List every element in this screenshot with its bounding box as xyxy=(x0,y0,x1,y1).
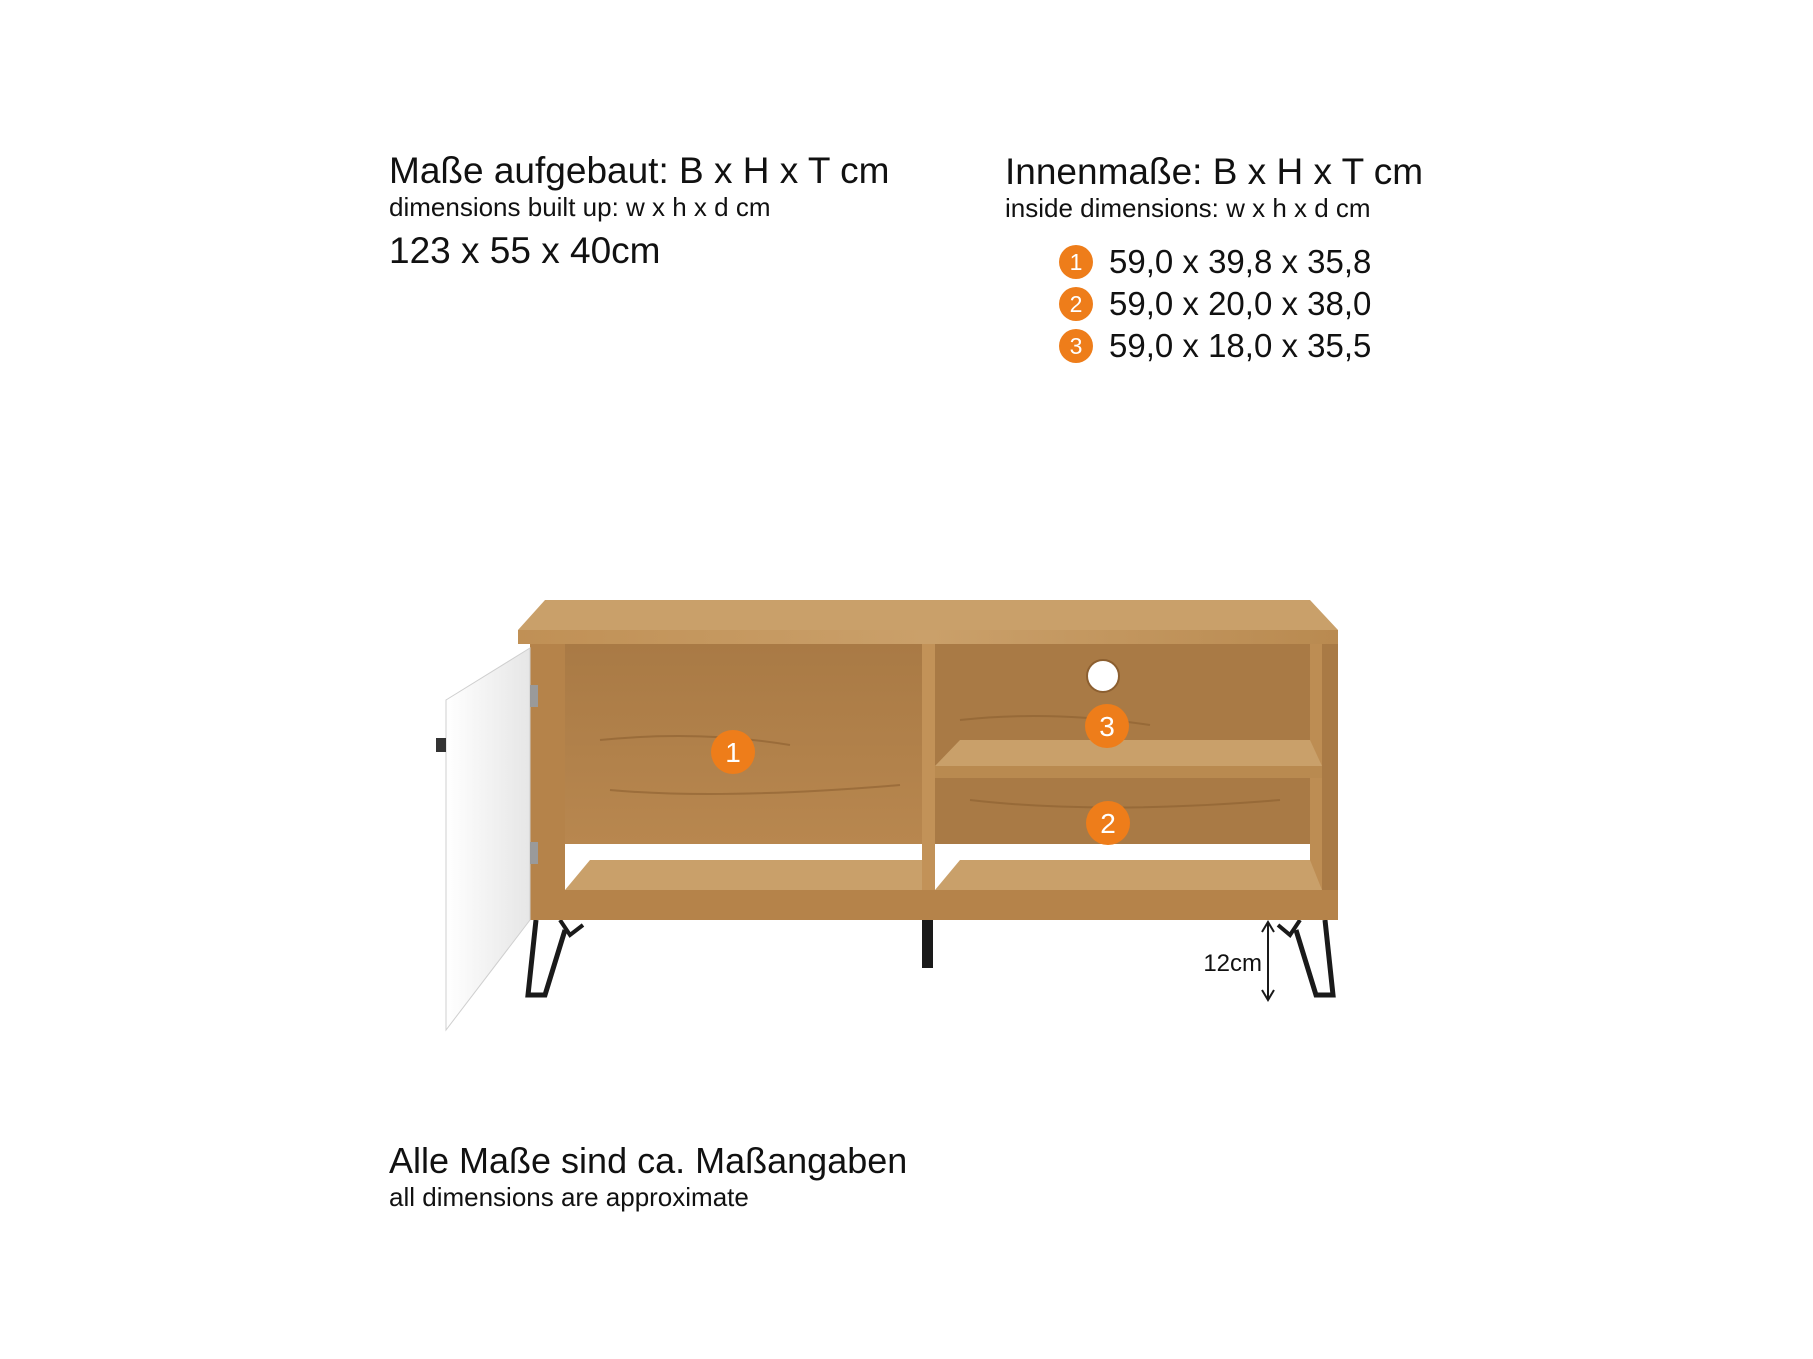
marker-2-label: 2 xyxy=(1100,808,1116,839)
assembled-subtitle: dimensions built up: w x h x d cm xyxy=(389,192,771,222)
inside-title: Innenmaße: B x H x T cm xyxy=(1005,151,1424,192)
cable-hole xyxy=(1087,660,1119,692)
compartment-number-badge: 1 xyxy=(1059,245,1093,279)
hinge-top xyxy=(530,685,538,707)
compartment-number-badge: 2 xyxy=(1059,287,1093,321)
middle-divider xyxy=(922,644,935,920)
leg-center xyxy=(922,920,933,968)
assembled-title: Maße aufgebaut: B x H x T cm xyxy=(389,150,890,191)
assembled-value: 123 x 55 x 40cm xyxy=(389,230,661,271)
approximate-note xyxy=(389,1140,907,1212)
leg-front-right xyxy=(1296,920,1333,995)
inside-subtitle: inside dimensions: w x h x d cm xyxy=(1005,193,1371,223)
leg-height-dimension xyxy=(1203,922,1274,1000)
shelf-top xyxy=(935,740,1322,766)
cabinet-top xyxy=(518,600,1338,630)
bottom-left xyxy=(565,860,922,890)
marker-1-label: 1 xyxy=(725,737,741,768)
shelf-edge xyxy=(935,766,1322,778)
footer-title: Alle Maße sind ca. Maßangaben xyxy=(389,1140,908,1181)
hinge-bottom xyxy=(530,842,538,864)
marker-3-label: 3 xyxy=(1099,711,1115,742)
compartment-dimension: 59,0 x 39,8 x 35,8 xyxy=(1109,243,1372,280)
compartment-number-badge: 3 xyxy=(1059,329,1093,363)
cabinet-top-edge xyxy=(518,630,1338,644)
bottom-edge xyxy=(530,890,1338,920)
cabinet-body xyxy=(518,600,1338,920)
leg-front-left xyxy=(528,920,565,995)
bottom-right xyxy=(935,860,1322,890)
cabinet-right-side xyxy=(1322,644,1338,920)
door-knob xyxy=(436,738,446,752)
compartment-dimension: 59,0 x 20,0 x 38,0 xyxy=(1109,285,1372,322)
compartment-dimension: 59,0 x 18,0 x 35,5 xyxy=(1109,327,1372,364)
cabinet-door xyxy=(436,648,538,1030)
footer-subtitle: all dimensions are approximate xyxy=(389,1182,749,1212)
door-panel xyxy=(446,648,530,1030)
leg-height-label: 12cm xyxy=(1203,950,1262,977)
